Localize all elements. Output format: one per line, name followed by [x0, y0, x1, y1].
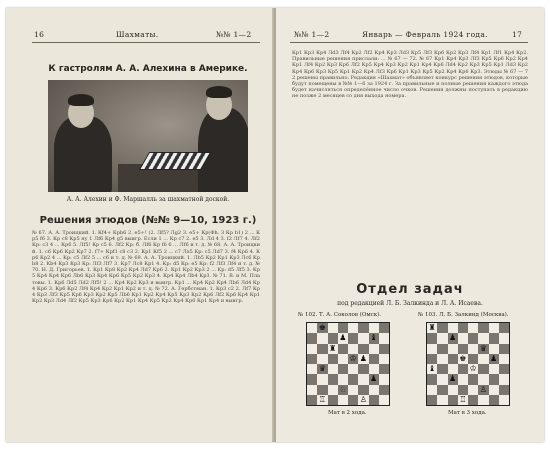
board-square	[338, 354, 348, 364]
board-square	[358, 323, 368, 333]
photo-chessboard	[139, 152, 211, 170]
board-square	[489, 354, 499, 364]
board-square	[358, 354, 368, 364]
board-square	[379, 323, 389, 333]
right-header-rule	[290, 42, 528, 43]
board-square	[437, 354, 447, 364]
board-square	[499, 395, 509, 405]
board-square	[307, 333, 317, 343]
board-square	[468, 323, 478, 333]
board-square	[458, 364, 468, 374]
left-page	[6, 8, 275, 442]
board-square	[307, 374, 317, 384]
photo-player-left-hair	[68, 94, 94, 106]
article-title: К гастролям А. А. Алехина в Америке.	[48, 64, 248, 74]
board-square	[437, 374, 447, 384]
problems-section-title: Отдел задач	[356, 282, 464, 297]
board-square	[358, 374, 368, 384]
chess-piece-icon: ♔	[349, 353, 357, 363]
board-square	[338, 333, 348, 343]
board-square	[427, 344, 437, 354]
board-square	[328, 385, 338, 395]
chess-piece-icon: ♟	[490, 353, 498, 363]
board-square	[307, 385, 317, 395]
board-square	[489, 395, 499, 405]
results-paragraph: Кр1 Кр3 Кр4 Лd3 Лf4 Кр2 Лf2 Кр4 Кр3 Лd3 Кр5 Лf3 Кр6 Кр2 Кр3 Лf4 Кр1 Лf1 Кр4 Кр2. Правильные решения прислали: ... № 67 — 72. № 67 Кр1 Кр4 Кр3 Лf3 Кр5 Кр6 Кр2 Кр4 Кр1 Лf4 Кр2 Кр3 Кр6 Лf2 Кр5 Кр4 Кр3 Кр2 Кр1 Кр4 Кр6 Лd4 Кр2 Кр3 Кр5 Кр1 Лd3 Кр2 Кр4 Кр6 Кр3 Кр5 Кр1 Кр2 Кр4 Лf3 Кр6 Кр1 Кр3 Кр5 Кр2 Кр4 Кр6 Кр3. Этюды № 67 — 72 решены правильно. Редакция «Шахмат» объявляет конкурс решения этюдов, которые будут помещены в №№ 1—6 за 1924 г. За правильные и полные решения каждого этюда будет начисляться определённое число очков. Решения должны поступать в редакцию не позже 2 месяцев со дня выхода номера.	[292, 50, 528, 100]
board-square	[478, 385, 488, 395]
chess-piece-icon: ♚	[318, 323, 326, 332]
board-square	[358, 364, 368, 374]
chess-piece-icon: ♛	[318, 364, 326, 373]
left-page-number: 16	[34, 30, 45, 39]
board-square	[338, 344, 348, 354]
board-square	[448, 385, 458, 395]
board-square	[499, 354, 509, 364]
board-square	[468, 395, 478, 405]
board-square	[437, 333, 447, 343]
problem-103-stipulation: Мат в 3 хода.	[448, 410, 487, 416]
board-square	[468, 364, 478, 374]
players-photo	[48, 80, 248, 192]
board-square	[328, 333, 338, 343]
board-square	[489, 333, 499, 343]
board-square	[338, 374, 348, 384]
chess-piece-icon: ♝	[428, 364, 436, 373]
left-header-rule	[32, 42, 260, 43]
chess-piece-icon: ♚	[459, 353, 467, 363]
board-square	[338, 364, 348, 374]
board-square	[448, 323, 458, 333]
board-square	[448, 364, 458, 374]
board-square	[427, 333, 437, 343]
board-square	[369, 385, 379, 395]
board-square	[369, 354, 379, 364]
problem-103-title: № 103. Л. Б. Залкинд (Москва).	[418, 312, 509, 318]
chess-piece-icon: ♝	[370, 333, 378, 343]
problem-102-title: № 102. Т. А. Соколов (Омск).	[298, 312, 382, 318]
chess-piece-icon: ♟	[359, 353, 367, 363]
board-square	[379, 333, 389, 343]
board-square	[448, 333, 458, 343]
board-square	[379, 395, 389, 405]
board-square	[478, 364, 488, 374]
board-square	[458, 344, 468, 354]
board-square	[499, 323, 509, 333]
board-square	[427, 354, 437, 364]
solutions-paragraph: № 67. А. А. Троицкий. 1. Кf4+ Крb6 2. e5+! (2. Лf5? Лg2 3. e5+ Кр(Фh. 3 Кр h1) 2 ... Кр5 f6 3. Кр с8 Кр5 ну 1 Лf6 Кp4 g5 выигр. Если 1 ... Кр c7 2. е5 3. Лd 4 3. f2 Лf7 4. Лf2 Кр: c3 4 ... Кр6 5. Лf5! Кp с5 6. Лf2 Кр: б. Лf6 Кр f6 6 ... Лf6 и т. д. № 68. А. А. Троицкий. 1. с6 Кр6 Кр2 Кр7 2. f7+ Крf1 с8 с3 2. Кр1 Кf5 2 ... с7 Лх5 Kр: c5 Лd7 3. f4 Кр6 4. Кр6 Кр2 4 ... Kр: с5 Лf2 5 ... c6 и т. д. № 69. А. А. Троицкий. 1. Лb5 Кр2 Кр1 Кр3 Лс6 Kpb8 2. Kb4 Кр3 Кр3 Кр: Лf3 Лf7 3. Кр7 Лс8 Кр1 4. Кр: d5 Кр: е5 Кр: f2 Лf3 Лf4 и т. д. № 70. Н. Д. Григорьев. 1. Кр1 Кр8 Кр2 Кр4 Лd7 Кр6 2. Кр1 Кр2 Кр3 2 ... Kр: d5 Лf5 3. Кр5 Кр4 Кр4 Кр6 Лb6 Кр3 Кр4 Кр6 Кр5 Кр2 Кр3 4. Кр4 Кр4 Лb4 Кр3. № 71. В. и М. Платовы. 1. Кр6 Лd5 Лd2 Лf5! 2 ... Кр4 Кр2 Кр3 и выигр. Кр1 ... Кр4 Кр2 Кр4 Лb6 Лd4 Кр4 Кр6 3. Кр6 Кр2 Лf4 Кр4 Кр2 Кр1 Кр2 и т. д. № 72. А. Гербстман. 1. Кр3 с2 2. Лf7 Кр4 Кр3 Лf3 Кр5 Кр6 Кр3 Кр2 Кр5 Лb6 Кр1 Кр2 Кр4 Кр5 Кр3 Кр2 Кр6 Лf2 Кр6 Кр4 Кр1 Кр2 Кр3 Лd4 Лf2 Кр5 Кр3 Кр6 Кр2 Кр1 Кр4 Кр5 Кр2 Кр4 Кр6 Кр1 Кр4 и выигр.	[32, 230, 260, 305]
board-square	[317, 344, 327, 354]
board-square	[358, 395, 368, 405]
board-square	[358, 344, 368, 354]
board-square	[348, 395, 358, 405]
chess-piece-icon: ♖	[459, 394, 467, 404]
board-square	[317, 364, 327, 374]
board-square	[379, 344, 389, 354]
problem-102-stipulation: Мат в 2 хода.	[328, 410, 367, 416]
board-square	[468, 374, 478, 384]
photo-player-right-hair	[206, 86, 232, 98]
board-square	[369, 395, 379, 405]
board-square	[499, 364, 509, 374]
board-square	[489, 385, 499, 395]
board-square	[338, 323, 348, 333]
chess-piece-icon: ♜	[329, 343, 337, 353]
chess-piece-icon: ♘	[339, 384, 347, 394]
board-square	[317, 333, 327, 343]
board-square	[478, 374, 488, 384]
right-running-title: Январь — Февраль 1924 года.	[362, 30, 488, 39]
board-square	[448, 354, 458, 364]
board-square	[348, 323, 358, 333]
board-square	[307, 354, 317, 364]
board-square	[468, 333, 478, 343]
board-square	[489, 374, 499, 384]
board-square	[317, 323, 327, 333]
board-square	[317, 385, 327, 395]
photo-player-right	[198, 108, 248, 192]
chess-piece-icon: ♟	[449, 374, 457, 384]
right-page-number: 17	[512, 30, 523, 39]
board-square	[468, 344, 478, 354]
chess-piece-icon: ♟	[370, 374, 378, 384]
board-square	[348, 385, 358, 395]
board-square	[317, 374, 327, 384]
board-square	[427, 364, 437, 374]
board-square	[427, 374, 437, 384]
left-issue: №№ 1—2	[216, 30, 252, 39]
chess-piece-icon: ♟	[339, 333, 347, 343]
chess-piece-icon: ♖	[318, 394, 326, 404]
board-square	[427, 395, 437, 405]
board-square	[489, 364, 499, 374]
board-square	[307, 364, 317, 374]
board-square	[369, 374, 379, 384]
problem-102-board	[306, 322, 390, 406]
board-square	[458, 354, 468, 364]
board-square	[478, 323, 488, 333]
board-square	[458, 333, 468, 343]
board-square	[328, 364, 338, 374]
board-square	[379, 354, 389, 364]
board-square	[348, 374, 358, 384]
board-square	[468, 354, 478, 364]
board-square	[437, 395, 447, 405]
board-square	[338, 395, 348, 405]
board-square	[338, 385, 348, 395]
board-square	[458, 395, 468, 405]
problem-103-board	[426, 322, 510, 406]
right-issue: №№ 1—2	[294, 30, 330, 39]
board-square	[348, 344, 358, 354]
chess-piece-icon: ♔	[469, 364, 477, 373]
board-square	[458, 385, 468, 395]
board-square	[458, 323, 468, 333]
board-square	[499, 385, 509, 395]
board-square	[369, 344, 379, 354]
problems-section-subtitle: под редакцией Л. Б. Залкинда и Л. А. Исаева.	[337, 300, 483, 307]
chess-piece-icon: ♙	[479, 384, 487, 394]
board-square	[478, 344, 488, 354]
board-square	[437, 344, 447, 354]
board-square	[437, 385, 447, 395]
board-square	[468, 385, 478, 395]
board-square	[369, 364, 379, 374]
board-square	[379, 374, 389, 384]
chess-piece-icon: ♜	[428, 323, 436, 332]
board-square	[437, 323, 447, 333]
board-square	[448, 344, 458, 354]
board-square	[379, 364, 389, 374]
chess-piece-icon: ♟	[449, 333, 457, 343]
board-square	[358, 333, 368, 343]
board-square	[379, 385, 389, 395]
board-square	[307, 395, 317, 405]
board-square	[317, 354, 327, 364]
board-square	[317, 395, 327, 405]
board-square	[328, 344, 338, 354]
right-page	[276, 8, 544, 442]
solutions-title: Решения этюдов (№№ 9—10, 1923 г.)	[39, 215, 257, 226]
board-square	[478, 354, 488, 364]
board-square	[478, 395, 488, 405]
board-square	[307, 323, 317, 333]
board-square	[348, 354, 358, 364]
board-square	[328, 395, 338, 405]
results-text	[292, 50, 528, 276]
photo-caption: А. А. Алехин и Ф. Маршалль за шахматной доской.	[66, 196, 230, 203]
board-square	[369, 323, 379, 333]
board-square	[499, 344, 509, 354]
board-square	[437, 364, 447, 374]
board-square	[499, 374, 509, 384]
board-square	[369, 333, 379, 343]
board-square	[358, 385, 368, 395]
left-running-title: Шахматы.	[116, 30, 159, 39]
board-square	[427, 385, 437, 395]
board-square	[489, 323, 499, 333]
board-square	[448, 374, 458, 384]
board-square	[458, 374, 468, 384]
board-square	[328, 354, 338, 364]
board-square	[427, 323, 437, 333]
solutions-text	[32, 230, 260, 432]
board-square	[478, 333, 488, 343]
chess-piece-icon: ♙	[359, 394, 367, 404]
board-square	[348, 333, 358, 343]
book-spread	[6, 8, 544, 442]
board-square	[489, 344, 499, 354]
board-square	[499, 333, 509, 343]
board-square	[348, 364, 358, 374]
board-square	[448, 395, 458, 405]
board-square	[328, 374, 338, 384]
board-square	[328, 323, 338, 333]
board-square	[307, 344, 317, 354]
chess-piece-icon: ♛	[479, 343, 487, 353]
